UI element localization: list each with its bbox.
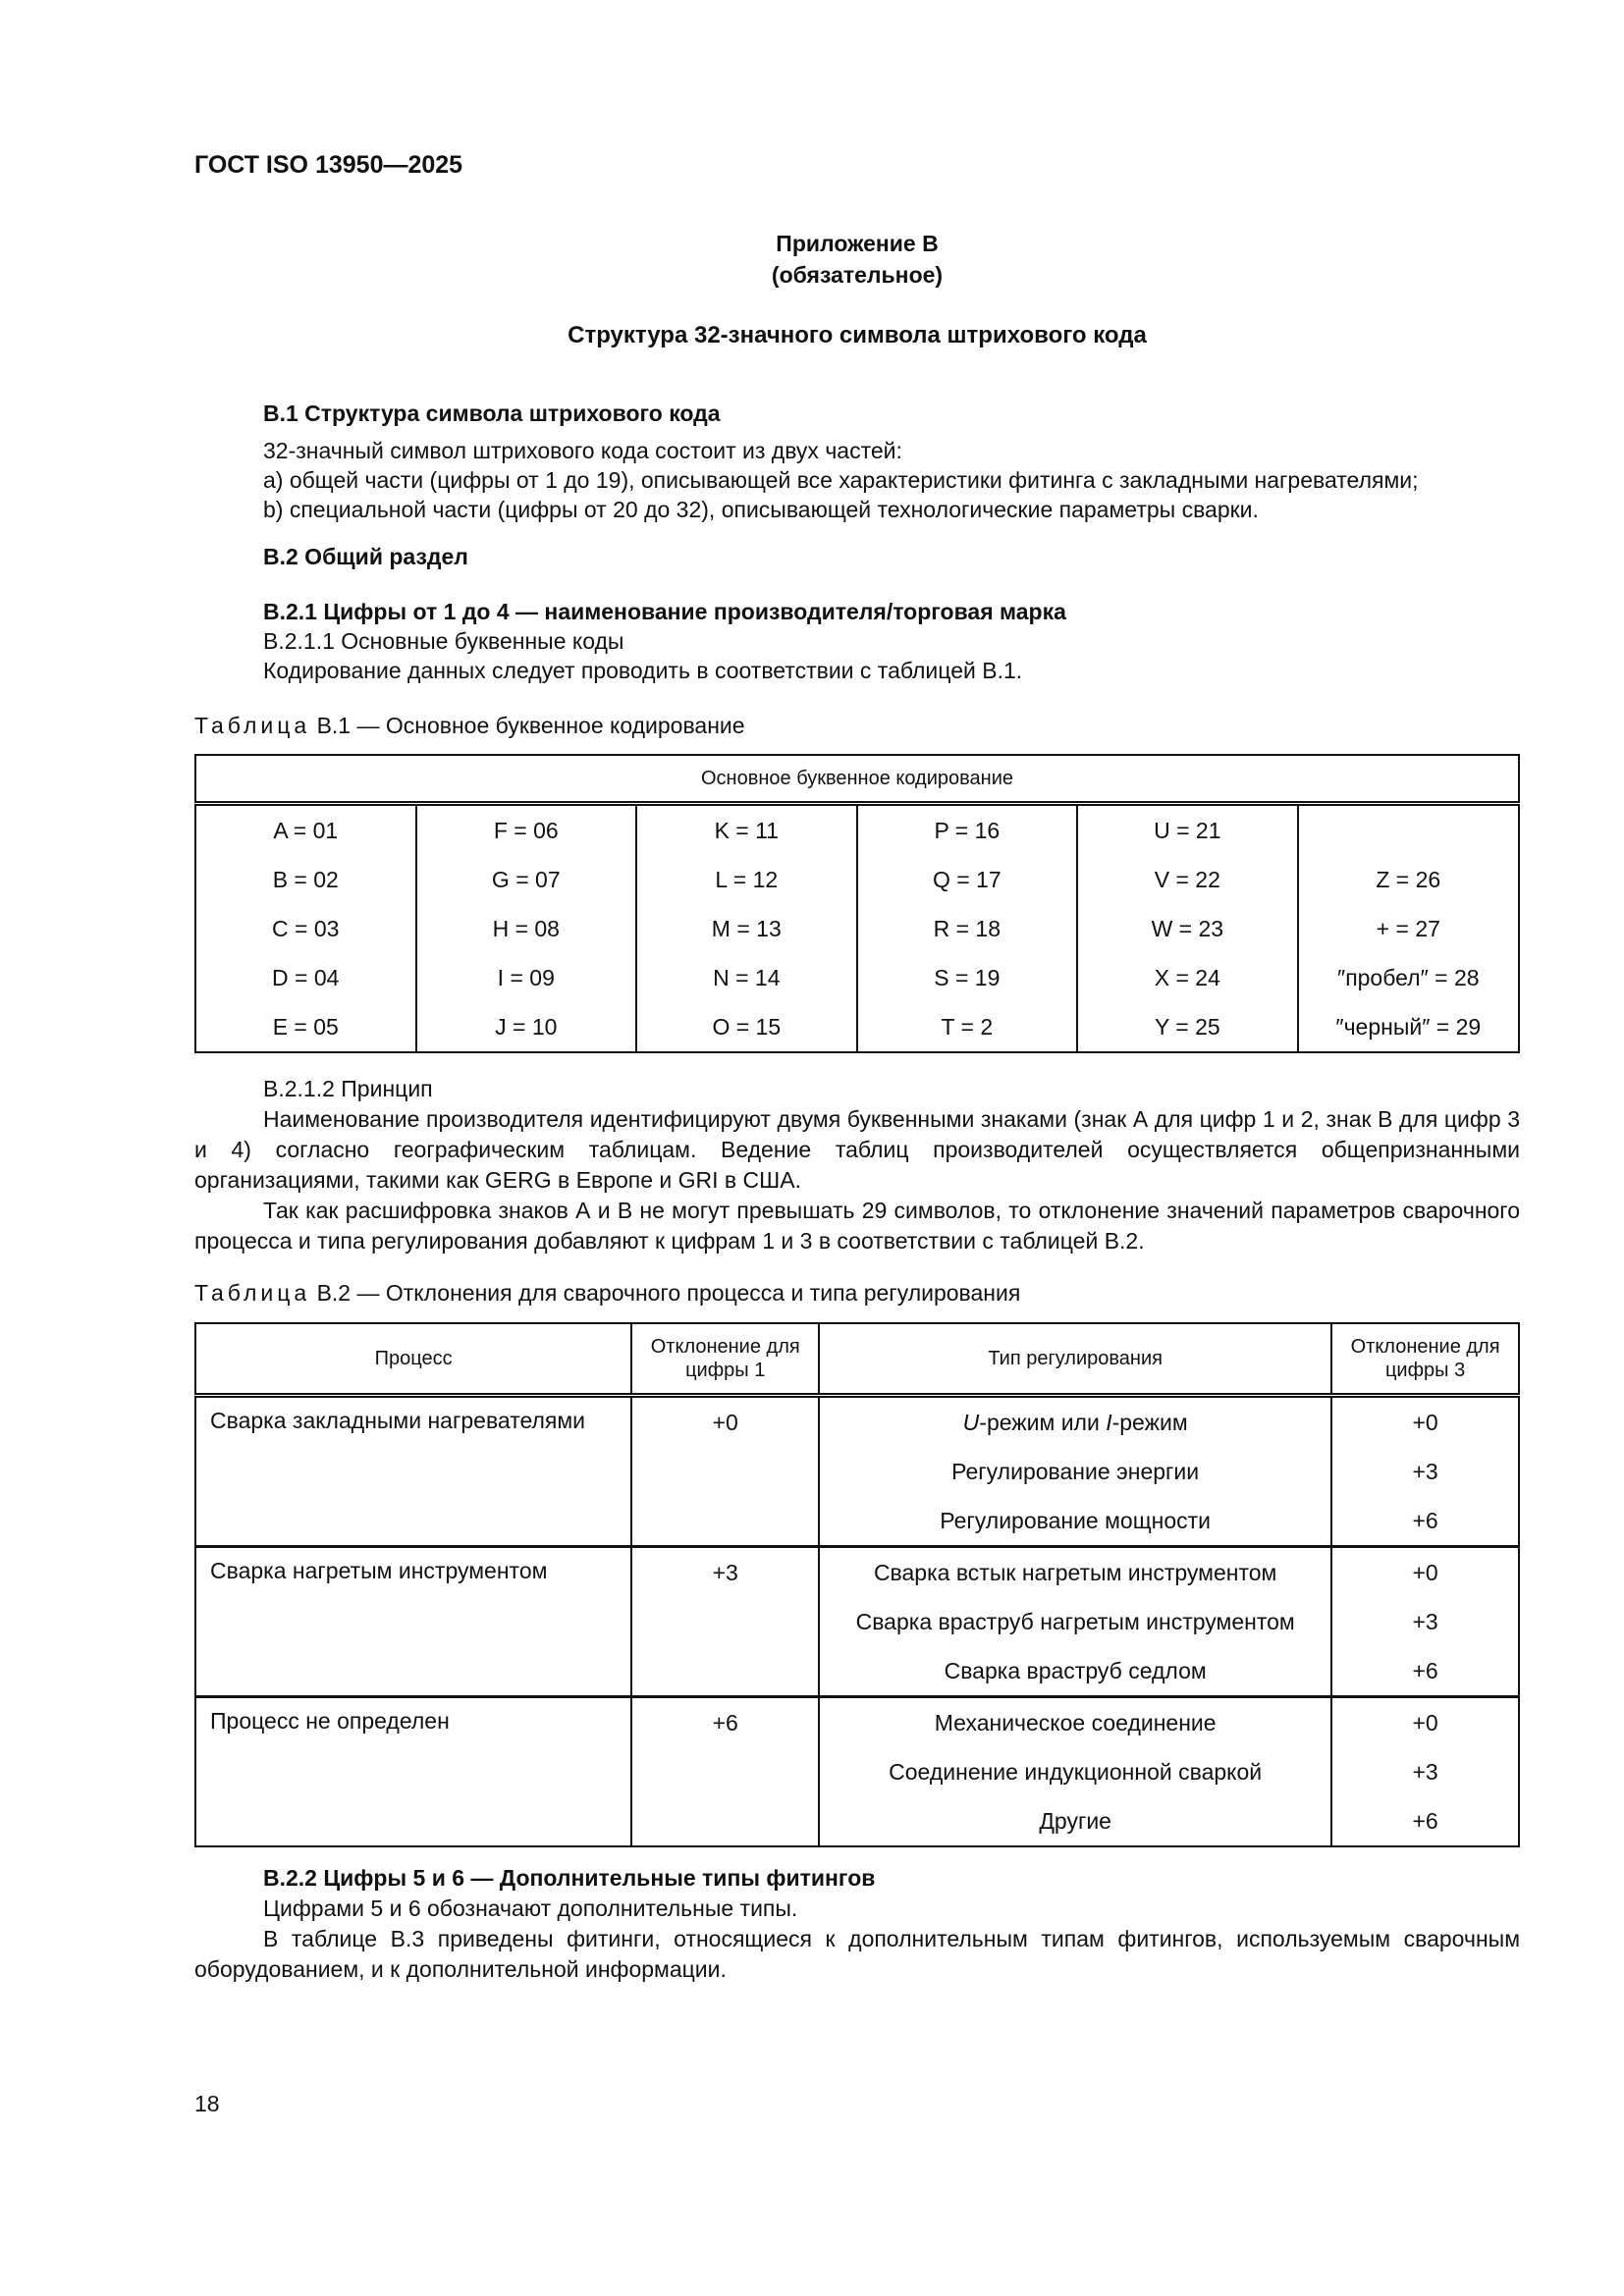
dev3-cell [1331, 1396, 1519, 1547]
table-cell [1298, 804, 1519, 856]
table-cell: U = 21 [1077, 804, 1298, 856]
table-row [195, 1697, 1519, 1847]
table-cell: A = 01 [195, 804, 416, 856]
control-type-part: -режим или [979, 1410, 1107, 1435]
table-cell: K = 11 [636, 804, 857, 856]
section-b1-line: 32-значный символ штрихового кода состоит из двух частей: [263, 438, 902, 463]
process-cell: Сварка закладными нагревателями [195, 1396, 631, 1547]
table-cell: J = 10 [416, 1002, 637, 1052]
section-b22-heading: В.2.2 Цифры 5 и 6 — Дополнительные типы фитингов [263, 1865, 876, 1891]
table-row [195, 1002, 1519, 1052]
dev3-value: +6 [1412, 1658, 1438, 1683]
col-header-process: Процесс [195, 1323, 631, 1396]
section-b22 [194, 1863, 1520, 1985]
section-b211-text: Кодирование данных следует проводить в соответствии с таблицей В.1. [263, 658, 1023, 683]
table-cell: ″черный″ = 29 [1298, 1002, 1519, 1052]
table-cell: M = 13 [636, 904, 857, 953]
table-row [195, 804, 1519, 856]
table-b2 [194, 1322, 1520, 1847]
section-b21 [263, 597, 1066, 685]
table-row [195, 855, 1519, 904]
table-cell: L = 12 [636, 855, 857, 904]
table-cell: C = 03 [195, 904, 416, 953]
control-type: Сварка встык нагретым инструментом [873, 1560, 1277, 1585]
table-b1-header: Основное буквенное кодирование [195, 755, 1519, 804]
table-cell: D = 04 [195, 953, 416, 1002]
control-type-cell [819, 1396, 1331, 1547]
table-caption-text: В.2 — Отклонения для сварочного процесса и типа регулирования [316, 1280, 1021, 1306]
table-row [195, 953, 1519, 1002]
table-cell: R = 18 [857, 904, 1078, 953]
annex-title-block [194, 228, 1520, 291]
section-b22-paragraph: В таблице В.3 приведены фитинги, относящиеся к дополнительным типам фитингов, используемым сварочным оборудованием, и к дополнительной информации. [194, 1926, 1520, 1982]
section-b212-paragraph: Наименование производителя идентифицируют двумя буквенными знаками (знак А для цифр 1 и 2, знак В для цифр 3 и 4) согласно географическим таблицам. Ведение таблиц производителей осуществляется общепризнанными организациями, такими как GERG в Европе и GRI в США. [194, 1106, 1520, 1193]
section-b22-paragraph: Цифрами 5 и 6 обозначают дополнительные типы. [263, 1896, 798, 1921]
dev3-cell [1331, 1547, 1519, 1697]
table-caption-prefix: Таблица [194, 713, 311, 738]
control-type: Механическое соединение [934, 1710, 1217, 1735]
table-row [195, 1547, 1519, 1697]
annex-title: Приложение В [776, 231, 939, 256]
table-cell: W = 23 [1077, 904, 1298, 953]
control-type: Соединение индукционной сваркой [889, 1759, 1263, 1785]
dev3-value: +3 [1412, 1759, 1438, 1785]
table-cell: V = 22 [1077, 855, 1298, 904]
section-b2-heading: В.2 Общий раздел [263, 544, 468, 569]
control-type-part: U [962, 1410, 980, 1435]
annex-status: (обязательное) [771, 262, 944, 288]
table-row [195, 1396, 1519, 1547]
table-cell: Z = 26 [1298, 855, 1519, 904]
table-cell: Y = 25 [1077, 1002, 1298, 1052]
control-type: Регулирование энергии [951, 1459, 1200, 1484]
control-type [820, 1398, 1330, 1447]
table-cell: I = 09 [416, 953, 637, 1002]
control-type-cell [819, 1697, 1331, 1847]
dev3-value: +0 [1412, 1710, 1438, 1735]
dev1-cell: +3 [631, 1547, 819, 1697]
table2-caption [194, 1280, 1020, 1307]
col-header-dev1: Отклонение для цифры 1 [631, 1323, 819, 1396]
table-b1 [194, 754, 1520, 1053]
table-cell: S = 19 [857, 953, 1078, 1002]
table-cell: E = 05 [195, 1002, 416, 1052]
col-header-dev3: Отклонение для цифры 3 [1331, 1323, 1519, 1396]
table-row [195, 904, 1519, 953]
section-b21-heading: В.2.1 Цифры от 1 до 4 — наименование производителя/торговая марка [263, 599, 1066, 624]
col-header-control-type: Тип регулирования [819, 1323, 1331, 1396]
section-b211-heading: В.2.1.1 Основные буквенные коды [263, 628, 624, 654]
section-b212-heading: В.2.1.2 Принцип [263, 1076, 433, 1101]
dev3-value: +0 [1412, 1560, 1438, 1585]
dev3-value: +3 [1412, 1459, 1438, 1484]
table-cell: O = 15 [636, 1002, 857, 1052]
table-cell: H = 08 [416, 904, 637, 953]
section-b212-paragraph: Так как расшифровка знаков А и В не могут превышать 29 символов, то отклонение значений параметров сварочного процесса и типа регулирования добавляют к цифрам 1 и 3 в соответствии с таблицей В.2. [194, 1198, 1520, 1254]
section-b212 [194, 1074, 1520, 1256]
table-cell: X = 24 [1077, 953, 1298, 1002]
table-cell: G = 07 [416, 855, 637, 904]
table-caption-prefix: Таблица [194, 1280, 311, 1306]
table-cell: ″пробел″ = 28 [1298, 953, 1519, 1002]
table-cell: + = 27 [1298, 904, 1519, 953]
table-cell: T = 2 [857, 1002, 1078, 1052]
control-type: Сварка враструб нагретым инструментом [855, 1609, 1295, 1634]
page-number: 18 [194, 2091, 220, 2116]
dev3-value: +0 [1412, 1410, 1438, 1435]
section-b1 [263, 399, 1520, 524]
dev1-cell: +0 [631, 1396, 819, 1547]
control-type-part: I [1106, 1410, 1112, 1435]
annex-heading: Структура 32-значного символа штрихового кода [568, 322, 1147, 348]
document-id: ГОСТ ISO 13950—2025 [194, 151, 463, 179]
process-cell: Процесс не определен [195, 1697, 631, 1847]
control-type-cell [819, 1547, 1331, 1697]
table-cell: B = 02 [195, 855, 416, 904]
table-cell: F = 06 [416, 804, 637, 856]
dev3-value: +6 [1412, 1508, 1438, 1533]
dev3-cell [1331, 1697, 1519, 1847]
control-type: Регулирование мощности [940, 1508, 1212, 1533]
control-type: Сварка враструб седлом [944, 1658, 1207, 1683]
table-cell: Q = 17 [857, 855, 1078, 904]
dev3-value: +6 [1412, 1808, 1438, 1834]
table-cell: N = 14 [636, 953, 857, 1002]
section-b1-line: a) общей части (цифры от 1 до 19), описывающей все характеристики фитинга с закладными нагревателями; [263, 467, 1419, 493]
section-b1-heading: В.1 Структура символа штрихового кода [263, 400, 721, 426]
table-caption-text: В.1 — Основное буквенное кодирование [316, 713, 745, 738]
control-type-part: -режим [1111, 1410, 1188, 1435]
dev3-value: +3 [1412, 1609, 1438, 1634]
control-type: Другие [1039, 1808, 1111, 1834]
dev1-cell: +6 [631, 1697, 819, 1847]
section-b1-line: b) специальной части (цифры от 20 до 32), описывающей технологические параметры сварки. [263, 497, 1259, 522]
table1-caption [194, 713, 745, 739]
process-cell: Сварка нагретым инструментом [195, 1547, 631, 1697]
table-cell: P = 16 [857, 804, 1078, 856]
